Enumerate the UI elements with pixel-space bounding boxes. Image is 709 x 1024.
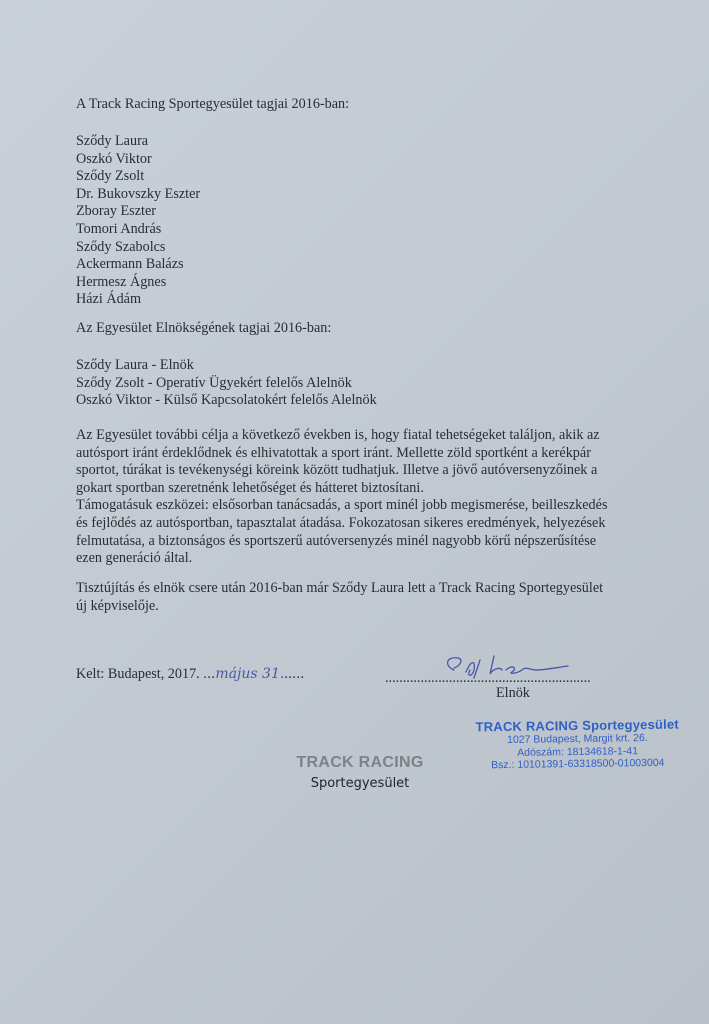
goals-paragraph: Az Egyesület további célja a következő években is, hogy fiatal tehetségeket találjon, akik az autósport iránt érdeklődnek és elhivatottak a sport iránt. Mellette zöld sportként a kerékpár sportot, túrákat is tevékenységi köreink között tudhatjuk. Illetve a jövő autóversenyzőinek a gokart sportban szeretnénk lehetőséget és hátteret biztosítani. Támogatásuk eszközei: elsősorban tanácsadás, a sport minél jobb megismerése, beilleszkedés és fejlődés az autósportban, tapasztalat átadása. Fokozatosan sikeres eredmények, helyezések felmutatása, a biztonságos és sportszerű autóversenyzés minél nagyobb körű népszerűsítése ezen generáció által. <box>76 427 608 567</box>
stamp-address: 1027 Budapest, Margit krt. 26. <box>507 732 648 746</box>
handwritten-date: május 31. <box>215 666 285 682</box>
member-name: Tomori András <box>76 220 162 237</box>
date-dots: ..... <box>284 666 305 682</box>
association-stamp <box>470 717 686 772</box>
member-name: Dr. Bukovszky Eszter <box>76 185 201 202</box>
stamp-bank: Bsz.: 10101391-63318500-01003004 <box>490 756 665 772</box>
member-name: Házi Ádám <box>76 291 142 308</box>
signature-line: .......................................................... <box>385 670 591 686</box>
member-name: Hermesz Ágnes <box>76 273 167 290</box>
logo-subtitle: Sportegyesület <box>310 776 410 791</box>
members-list <box>76 133 200 309</box>
member-name: Ackermann Balázs <box>76 256 184 273</box>
signature-role: Elnök <box>496 685 530 701</box>
date-line <box>76 666 305 684</box>
member-name: Sződy Szabolcs <box>76 238 166 255</box>
date-label: Kelt: Budapest, 2017. <box>76 666 200 682</box>
member-name: Sződy Laura <box>76 133 149 149</box>
logo-title: TRACK RACING <box>296 754 424 771</box>
date-dots: ... <box>203 666 216 682</box>
member-name: Sződy Zsolt <box>76 168 145 185</box>
board-member: Oszkó Viktor - Külső Kapcsolatokért felelős Alelnök <box>76 392 377 409</box>
stamp-name: TRACK RACING Sportegyesület <box>475 716 679 735</box>
stamp-tax-id: Adószám: 18134618-1-41 <box>517 744 639 759</box>
board-member: Sződy Zsolt - Operatív Ügyekért felelős Alelnök <box>76 374 352 391</box>
members-heading: A Track Racing Sportegyesület tagjai 2016-ban: <box>76 96 350 112</box>
board-list <box>76 357 377 410</box>
board-member: Sződy Laura - Elnök <box>76 357 194 373</box>
representative-paragraph: Tisztújítás és elnök csere után 2016-ban már Sződy Laura lett a Track Racing Sportegyesület új képviselője. <box>76 580 604 614</box>
member-name: Oszkó Viktor <box>76 150 152 167</box>
board-heading: Az Egyesület Elnökségének tagjai 2016-ban: <box>76 320 332 336</box>
member-name: Zboray Eszter <box>76 203 156 220</box>
track-racing-logo <box>280 754 440 791</box>
